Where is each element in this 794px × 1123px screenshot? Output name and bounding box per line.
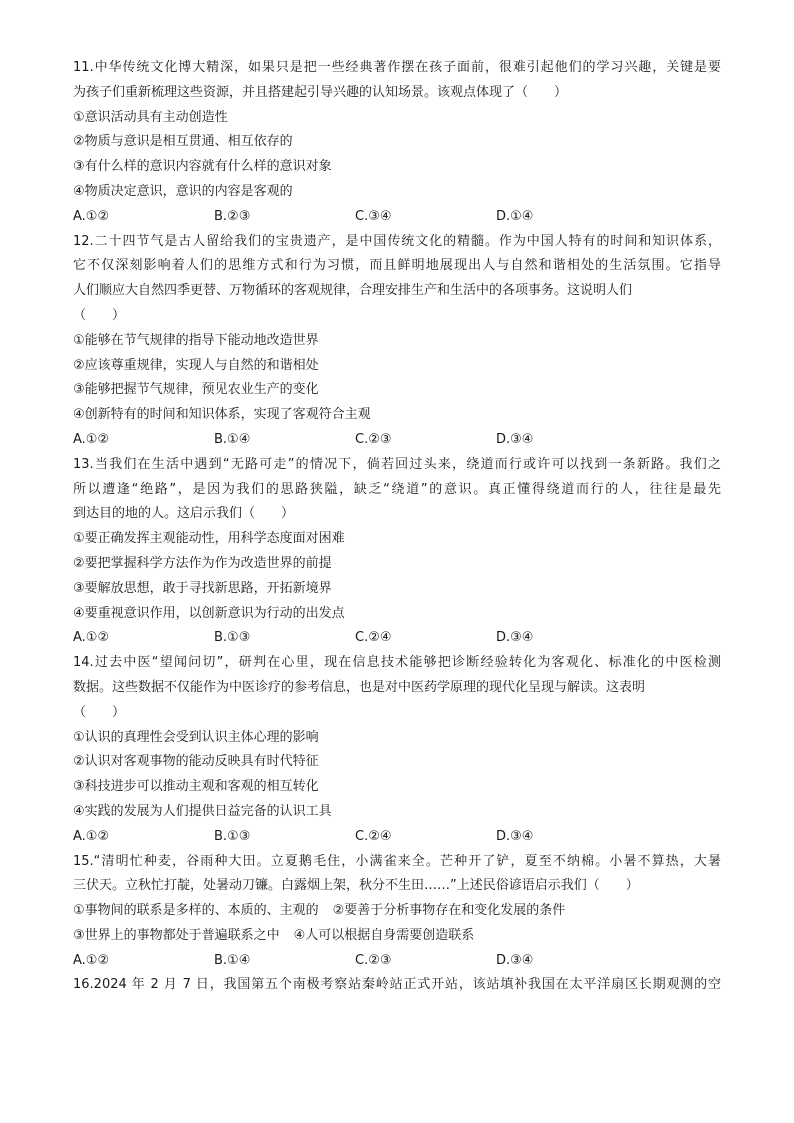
option-a: A.①② — [73, 630, 110, 646]
question-stem-line: （ ） — [73, 704, 126, 720]
statement: ③世界上的事物都处于普遍联系之中 — [73, 927, 280, 943]
answer-options — [73, 626, 721, 651]
option-b: B.①③ — [214, 828, 251, 844]
statement: ①能够在节气规律的指导下能动地改造世界 — [73, 332, 319, 348]
question-stem-line: 16.2024 年 2 月 7 日，我国第五个南极考察站秦岭站正式开站，该站填补我国在太平洋扇区长期观测的空 — [73, 977, 721, 993]
statement: ③有什么样的意识内容就有什么样的意识对象 — [73, 159, 332, 175]
statement-pair — [73, 924, 721, 949]
question-stem-line: 数据。这些数据不仅能作为中医诊疗的参考信息，也是对中医药学原理的现代化呈现与解读。这表明 — [73, 679, 646, 695]
option-b: B.①④ — [214, 431, 251, 447]
option-d: D.③④ — [496, 431, 534, 447]
statement: ①要正确发挥主观能动性，用科学态度面对困难 — [73, 531, 345, 547]
option-d: D.③④ — [496, 828, 534, 844]
statement: ④人可以根据自身需要创造联系 — [293, 927, 475, 943]
statement: ③科技进步可以推动主观和客观的相互转化 — [73, 779, 319, 795]
option-a: A.①② — [73, 952, 110, 968]
answer-options — [73, 825, 721, 850]
option-b: B.①③ — [214, 630, 251, 646]
statement: ④创新特有的时间和知识体系，实现了客观符合主观 — [73, 407, 371, 423]
question-13 — [73, 453, 721, 651]
answer-options — [73, 205, 721, 230]
question-stem-line: 11.中华传统文化博大精深，如果只是把一些经典著作摆在孩子面前，很难引起他们的学习兴趣，关键是要 — [73, 60, 721, 75]
option-b: B.①④ — [214, 952, 251, 968]
answer-options — [73, 949, 721, 974]
option-c: C.③④ — [355, 208, 392, 224]
option-c: C.②③ — [355, 952, 392, 968]
question-stem-line: 15.“清明忙种麦，谷雨种大田。立夏鹅毛住，小满雀来全。芒种开了铲，夏至不纳棉。小暑不算热，大暑 — [73, 853, 721, 869]
option-a: A.①② — [73, 208, 110, 224]
statement: ①意识活动具有主动创造性 — [73, 109, 228, 125]
statement: ④要重视意识作用，以创新意识为行动的出发点 — [73, 605, 345, 621]
statement: ②要善于分析事物存在和变化发展的条件 — [332, 903, 566, 919]
option-d: D.③④ — [496, 952, 534, 968]
question-stem-line: 14.过去中医“望闻问切”，研判在心里，现在信息技术能够把诊断经验转化为客观化、标准化的中医检测 — [73, 655, 721, 671]
question-stem-line: （ ） — [73, 307, 126, 323]
statement: ①事物间的联系是多样的、本质的、主观的 — [73, 903, 319, 919]
statement: ②应该尊重规律，实现人与自然的和谐相处 — [73, 357, 319, 373]
question-15 — [73, 850, 721, 974]
statement: ②认识对客观事物的能动反映具有时代特征 — [73, 754, 319, 770]
option-a: A.①② — [73, 828, 110, 844]
statement: ②要把掌握科学方法作为作为改造世界的前提 — [73, 555, 332, 571]
answer-options — [73, 428, 721, 453]
statement-pair — [73, 899, 721, 924]
question-11 — [73, 56, 721, 230]
question-14 — [73, 651, 721, 849]
question-16 — [73, 973, 721, 998]
document-page — [73, 56, 721, 998]
statement: ④实践的发展为人们提供日益完备的认识工具 — [73, 803, 332, 819]
question-12 — [73, 230, 721, 453]
statement: ③要解放思想，敢于寻找新思路，开拓新境界 — [73, 580, 332, 596]
option-c: C.②③ — [355, 431, 392, 447]
option-b: B.②③ — [214, 208, 251, 224]
question-stem-line: 13.当我们在生活中遇到“无路可走”的情况下，倘若回过头来，绕道而行或许可以找到一条新路。我们之 — [73, 456, 721, 472]
question-stem-line: 为孩子们重新梳理这些资源，并且搭建起引导兴趣的认知场景。该观点体现了（ ） — [73, 84, 568, 100]
question-stem-line: 12.二十四节气是古人留给我们的宝贵遗产，是中国传统文化的精髓。作为中国人特有的时间和知识体系， — [73, 233, 721, 249]
option-c: C.②④ — [355, 630, 392, 646]
option-c: C.②④ — [355, 828, 392, 844]
statement: ②物质与意识是相互贯通、相互依存的 — [73, 134, 293, 150]
question-stem-line: 人们顺应大自然四季更替、万物循环的客观规律，合理安排生产和生活中的各项事务。这说明人们 — [73, 283, 633, 299]
question-stem-line: 所以遭逢“绝路”，是因为我们的思路狭隘，缺乏“绕道”的意识。真正懂得绕道而行的人，往往是最先 — [73, 481, 721, 497]
statement: ③能够把握节气规律，预见农业生产的变化 — [73, 382, 319, 398]
statement: ①认识的真理性会受到认识主体心理的影响 — [73, 729, 319, 745]
option-d: D.③④ — [496, 630, 534, 646]
question-stem-line: 三伏天。立秋忙打靛，处暑动刀镰。白露烟上架，秋分不生田……”上述民俗谚语启示我们（ ） — [73, 878, 639, 894]
statement: ④物质决定意识，意识的内容是客观的 — [73, 183, 293, 199]
question-stem-line: 它不仅深刻影响着人们的思维方式和行为习惯，而且鲜明地展现出人与自然和谐相处的生活氛围。它指导 — [73, 258, 721, 274]
option-a: A.①② — [73, 431, 110, 447]
option-d: D.①④ — [496, 208, 534, 224]
question-stem-line: 到达目的地的人。这启示我们（ ） — [73, 506, 295, 522]
